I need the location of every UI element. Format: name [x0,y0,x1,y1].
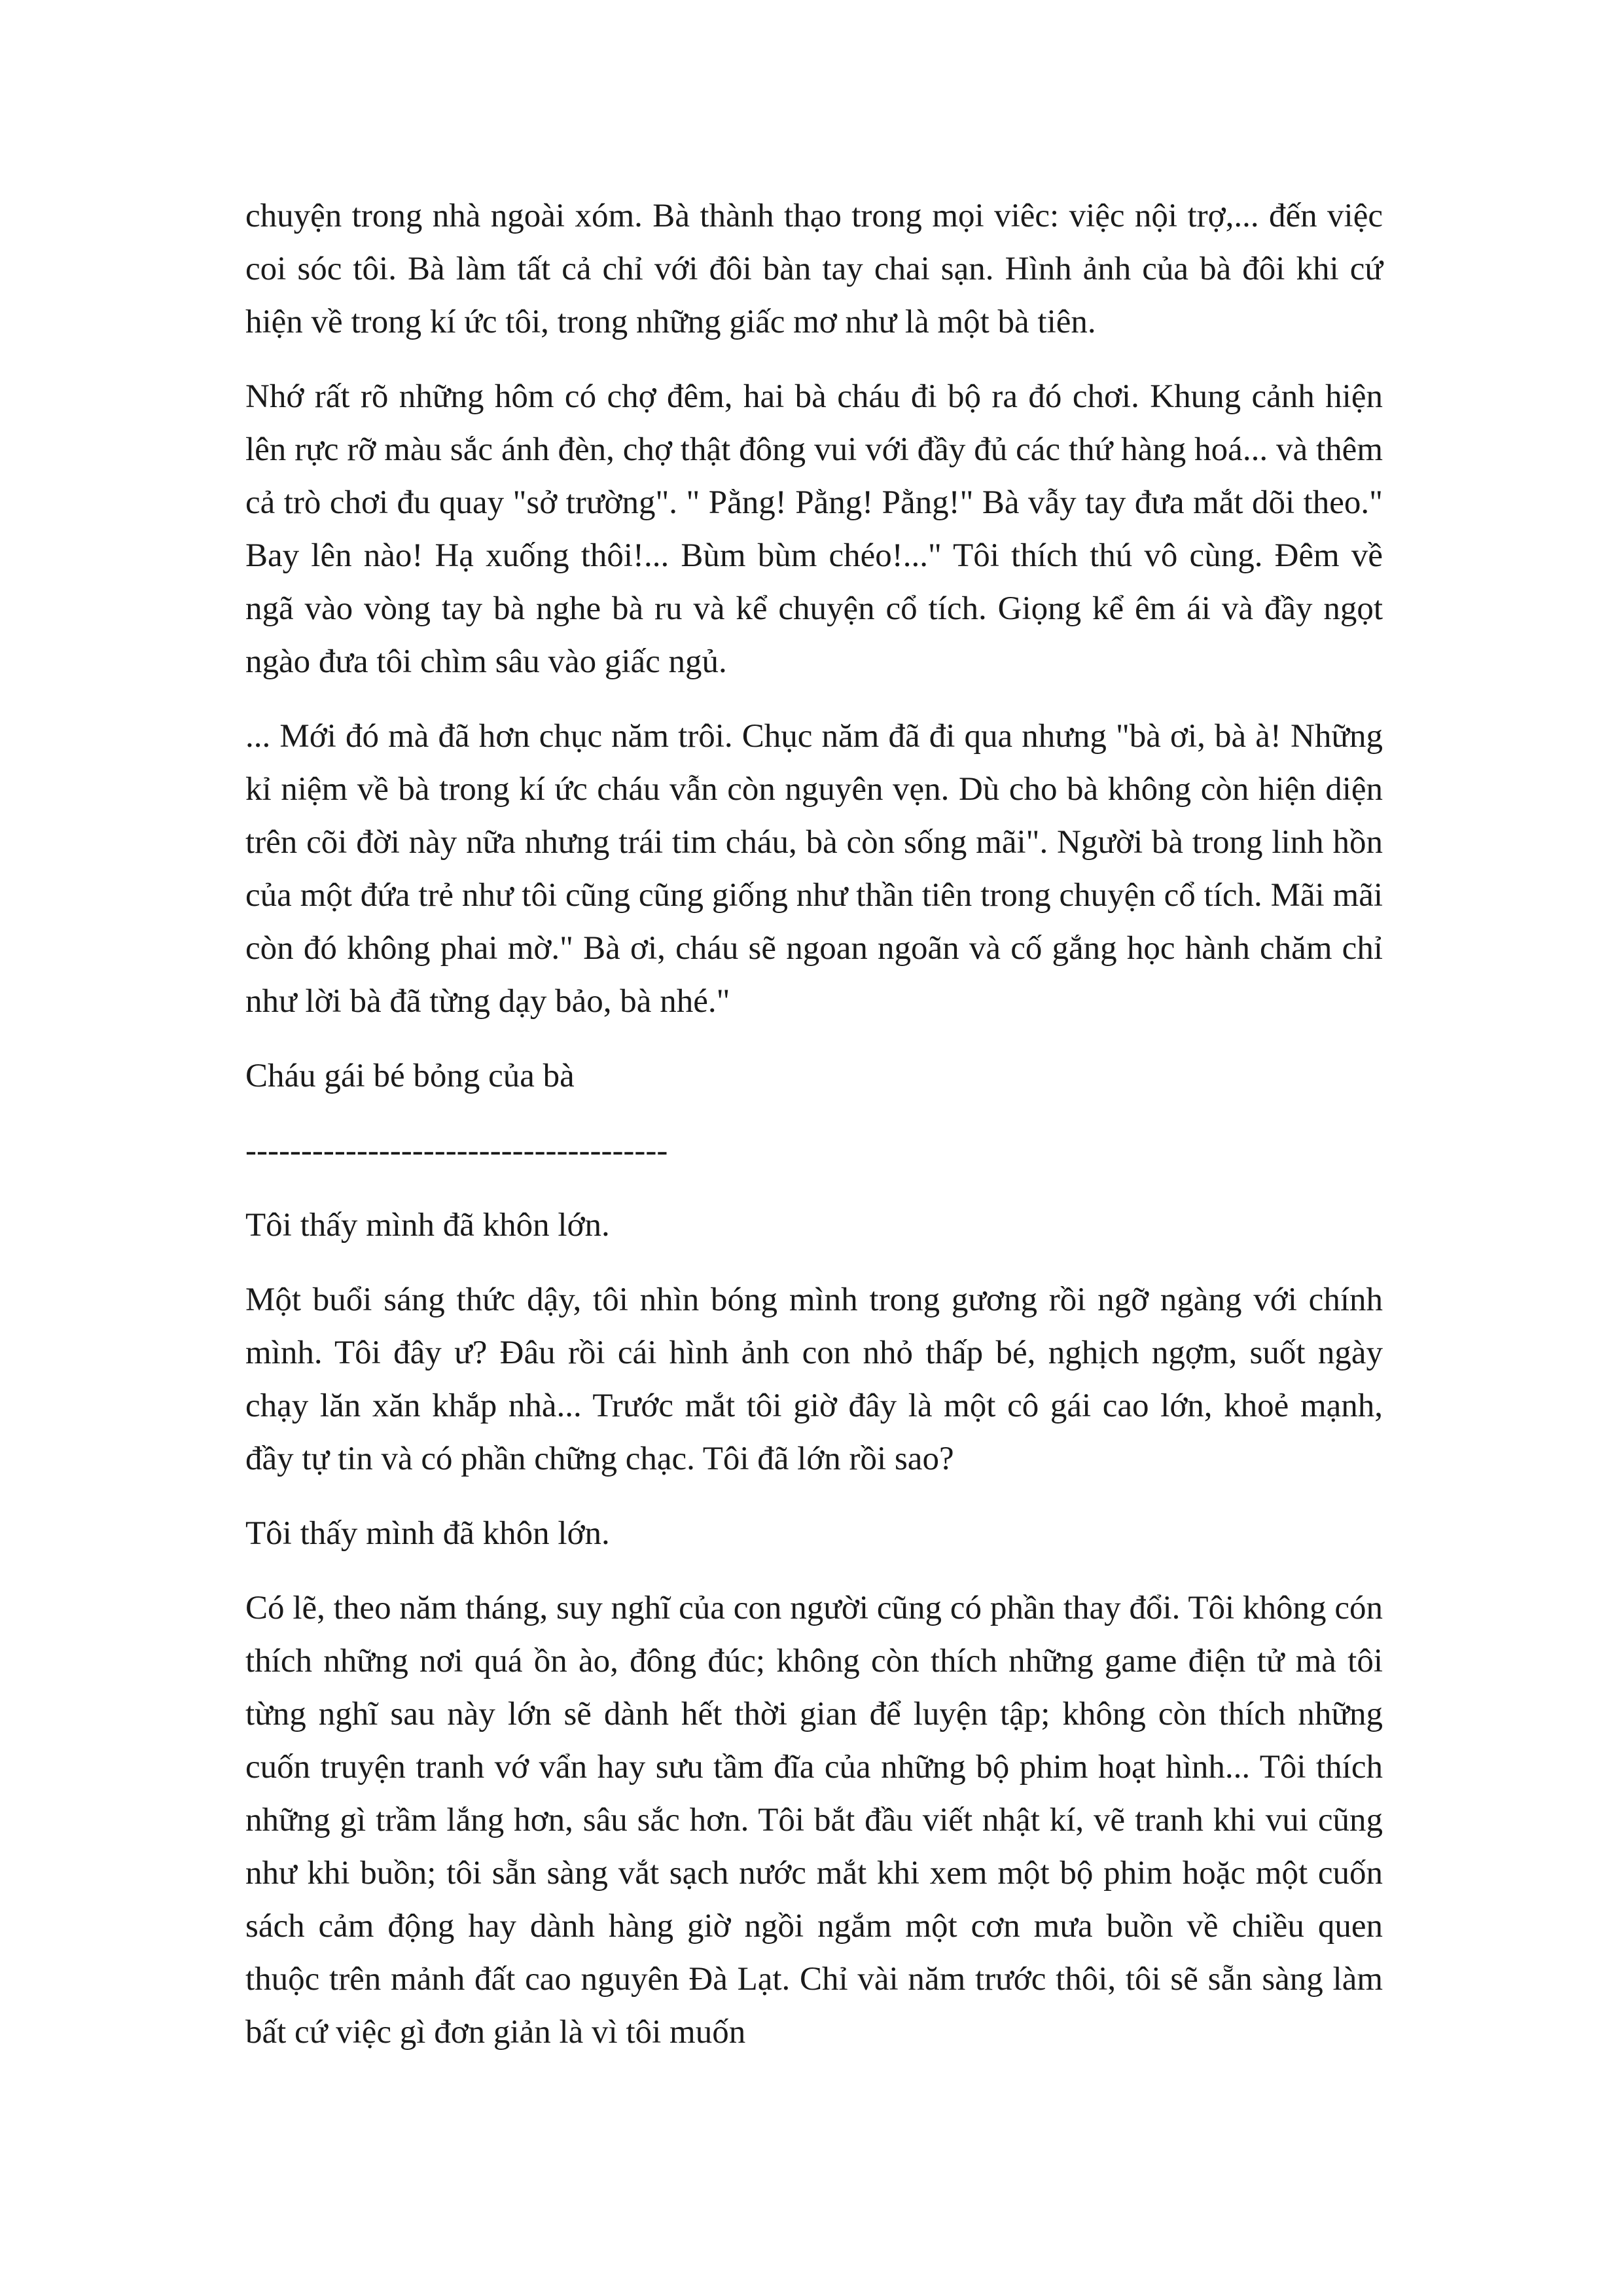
document-page [245,190,1383,2081]
paragraph-mirror-morning: Một buổi sáng thức dậy, tôi nhìn bóng mình trong gương rồi ngỡ ngàng với chính mình. Tôi đây ư? Đâu rồi cái hình ảnh con nhỏ thấp bé, nghịch ngợm, suốt ngày chạy lăn xăn khắp nhà... Trước mắt tôi giờ đây là một cô gái cao lớn, khoẻ mạnh, đầy tự tin và có phần chững chạc. Tôi đã lớn rồi sao? [245,1282,1383,1477]
paragraph-memories: ... Mới đó mà đã hơn chục năm trôi. Chục năm đã đi qua nhưng "bà ơi, bà à! Những kỉ niệm về bà trong kí ức cháu vẫn còn nguyên vẹn. Dù cho bà không còn hiện diện trên cõi đời này nữa nhưng trái tim cháu, bà còn sống mãi". Người bà trong linh hồn của một đứa trẻ như tôi cũng cũng giống như thần tiên trong chuyện cổ tích. Mãi mãi còn đó không phai mờ." Bà ơi, cháu sẽ ngoan ngoãn và cố gắng học hành chăm chỉ như lời bà đã từng dạy bảo, bà nhé." [245,718,1383,1020]
signature-line: Cháu gái bé bỏng của bà [245,1058,575,1094]
paragraph-grown-up-title: Tôi thấy mình đã khôn lớn. [245,1207,610,1244]
paragraph-changing-thoughts: Có lẽ, theo năm tháng, suy nghĩ của con người cũng có phần thay đổi. Tôi không cón thích những nơi quá ồn ào, đông đúc; không còn thích những game điện tử mà tôi từng nghĩ sau này lớn sẽ dành hết thời gian để luyện tập; không còn thích những cuốn truyện tranh vớ vẩn hay sưu tầm đĩa của những bộ phim hoạt hình... Tôi thích những gì trầm lắng hơn, sâu sắc hơn. Tôi bắt đầu viết nhật kí, vẽ tranh khi vui cũng như khi buồn; tôi sẵn sàng vắt sạch nước mắt khi xem một bộ phim hoặc một cuốn sách cảm động hay dành hàng giờ ngồi ngắm một cơn mưa buồn về chiều quen thuộc trên mảnh đất cao nguyên Đà Lạt. Chỉ vài năm trước thôi, tôi sẽ sẵn sàng làm bất cứ việc gì đơn giản là vì tôi muốn [245,1590,1383,2051]
section-separator: -------------------------------------- [245,1132,668,1169]
paragraph-grown-up-repeat: Tôi thấy mình đã khôn lớn. [245,1515,610,1552]
paragraph-night-market: Nhớ rất rõ những hôm có chợ đêm, hai bà cháu đi bộ ra đó chơi. Khung cảnh hiện lên rực rỡ màu sắc ánh đèn, chợ thật đông vui với đầy đủ các thứ hàng hoá... và thêm cả trò chơi đu quay "sở trường". " Pằng! Pằng! Pằng!" Bà vẫy tay đưa mắt dõi theo." Bay lên nào! Hạ xuống thôi!... Bùm bùm chéo!..." Tôi thích thú vô cùng. Đêm về ngã vào vòng tay bà nghe bà ru và kể chuyện cổ tích. Giọng kể êm ái và đầy ngọt ngào đưa tôi chìm sâu vào giấc ngủ. [245,378,1383,680]
paragraph-grandmother-skills: chuyện trong nhà ngoài xóm. Bà thành thạo trong mọi viêc: việc nội trợ,... đến việc coi sóc tôi. Bà làm tất cả chỉ với đôi bàn tay chai sạn. Hình ảnh của bà đôi khi cứ hiện về trong kí ức tôi, trong những giấc mơ như là một bà tiên. [245,198,1383,340]
